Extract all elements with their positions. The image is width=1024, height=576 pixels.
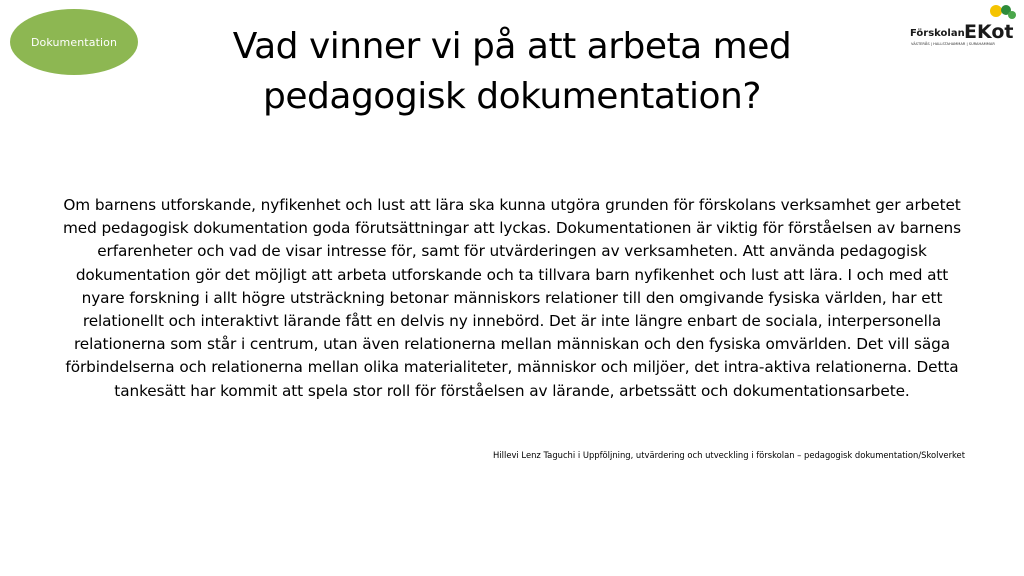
leaf-icon-2	[1008, 11, 1016, 19]
brand-logo	[908, 2, 1020, 48]
citation: Hillevi Lenz Taguchi i Uppföljning, utvärdering och utveckling i förskolan – pedagogisk dokumentation/Skolverket	[493, 450, 965, 460]
brand-tagline: VÄSTERÅS | HALLSTAHAMMAR | SURAHAMMAR	[911, 42, 995, 46]
section-badge-label: Dokumentation	[30, 35, 118, 49]
brand-logo-graphic	[908, 2, 1020, 48]
brand-prefix: Förskolan	[910, 28, 965, 39]
brand-name: EKot	[964, 21, 1014, 43]
sun-icon	[990, 5, 1002, 17]
title-line-1: Vad vinner vi på att arbeta med	[232, 26, 792, 67]
page-title	[170, 22, 854, 122]
body-paragraph: Om barnens utforskande, nyfikenhet och lust att lära ska kunna utgöra grunden för förskolans verksamhet ger arbetet med pedagogisk dokumentation goda förutsättningar att lyckas. Dokumentationen är viktig för förståelsen av barnens erfarenheter och vad de visar intresse för, samt för utvärderingen av verksamheten. Att använda pedagogisk dokumentation gör det möjligt att arbeta utforskande och ta tillvara barn nyfikenhet och lust att lära. I och med att nyare forskning i allt högre utsträckning betonar människors relationer till den omgivande fysiska världen, har ett relationellt och interaktivt lärande fått en delvis ny innebörd. Det är inte längre enbart de sociala, interpersonella relationerna som står i centrum, utan även relationerna mellan människan och den fysiska omvärlden. Det vill säga förbindelserna och relationerna mellan olika materialiteter, människor och miljöer, det intra-aktiva relationerna. Detta tankesätt har kommit att spela stor roll för förståelsen av lärande, arbetssätt och dokumentationsarbete.	[62, 196, 962, 400]
section-badge	[10, 9, 138, 75]
title-line-2: pedagogisk dokumentation?	[263, 76, 761, 117]
